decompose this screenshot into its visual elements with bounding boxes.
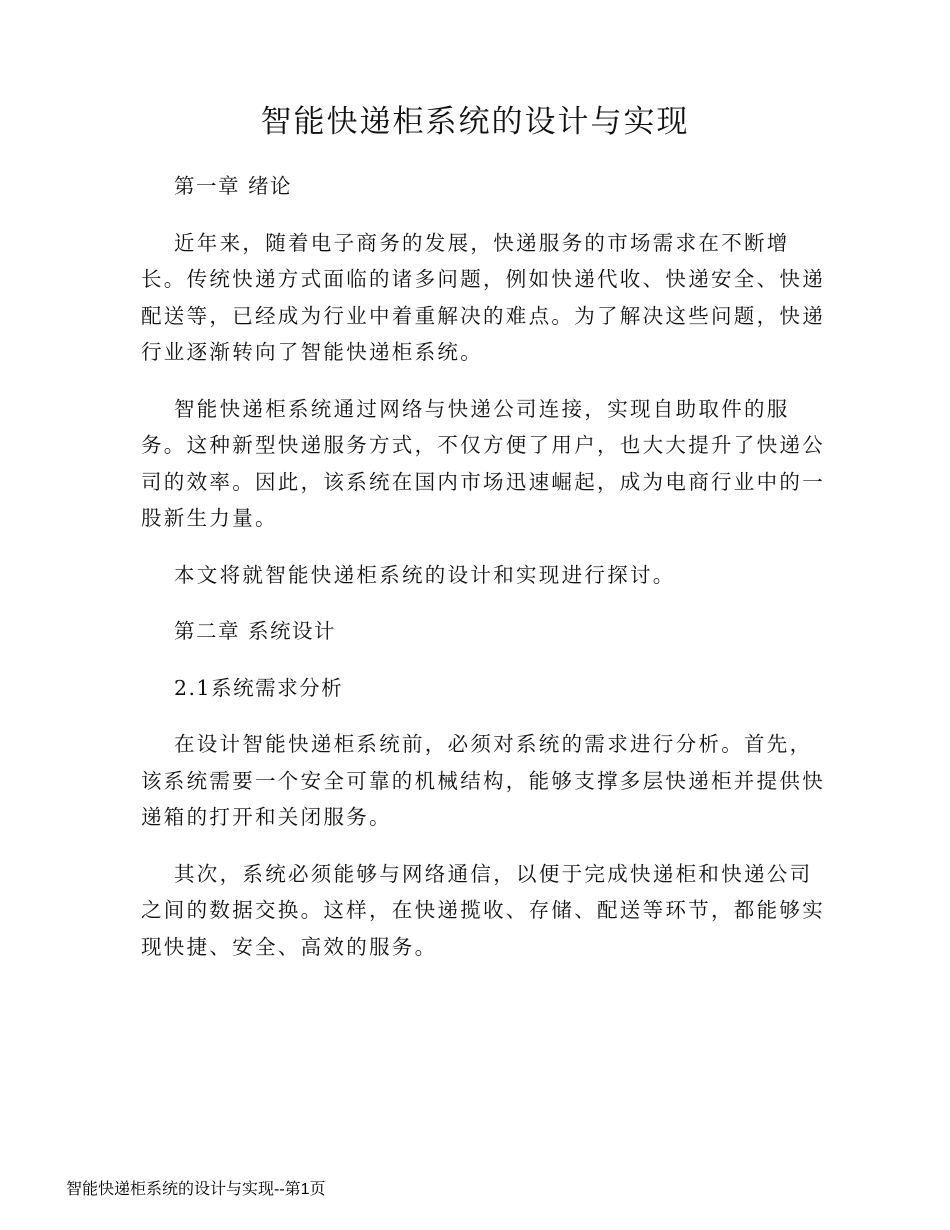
paragraph-5: 其次，系统必须能够与网络通信，以便于完成快递柜和快递公司之间的数据交换。这样，在快递揽收、存储、配送等环节，都能够实现快捷、安全、高效的服务。 (141, 861, 825, 959)
chapter-2-heading: 第二章 系统设计 (174, 619, 337, 643)
page-footer: 智能快递柜系统的设计与实现--第1页 (66, 1181, 326, 1198)
chapter-1-heading: 第一章 绪论 (174, 174, 293, 198)
document-body (141, 168, 831, 985)
paragraph-1: 近年来，随着电子商务的发展，快递服务的市场需求在不断增长。传统快递方式面临的诸多问题，例如快递代收、快递安全、快递配送等，已经成为行业中着重解决的难点。为了解决这些问题，快递行业逐渐转向了智能快递柜系统。 (141, 230, 825, 364)
paragraph-4: 在设计智能快递柜系统前，必须对系统的需求进行分析。首先，该系统需要一个安全可靠的机械结构，能够支撑多层快递柜并提供快递箱的打开和关闭服务。 (141, 732, 825, 829)
document-title: 智能快递柜系统的设计与实现 (260, 104, 690, 140)
paragraph-3: 本文将就智能快递柜系统的设计和实现进行探讨。 (174, 562, 676, 587)
paragraph-2: 智能快递柜系统通过网络与快递公司连接，实现自助取件的服务。这种新型快递服务方式，不仅方便了用户，也大大提升了快递公司的效率。因此，该系统在国内市场迅速崛起，成为电商行业中的一股新生力量。 (141, 396, 825, 530)
section-2-1-heading: 2.1系统需求分析 (174, 675, 344, 700)
